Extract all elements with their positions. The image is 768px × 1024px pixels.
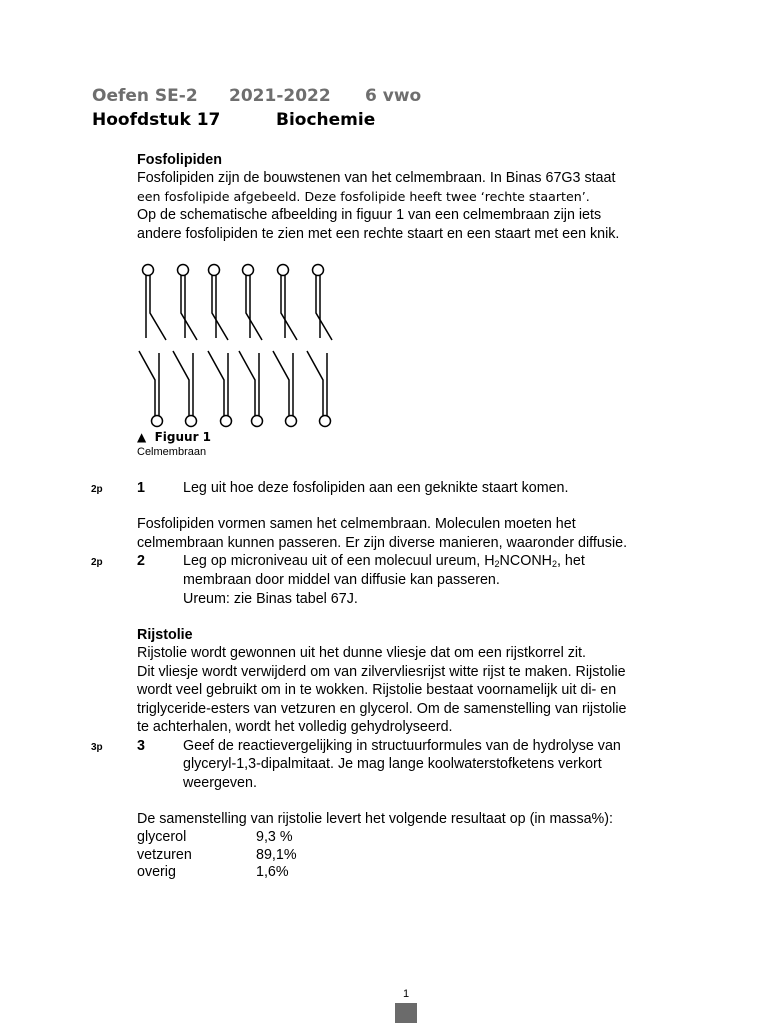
q2-line1-a: Leg op microniveau uit of een molecuul ureum, H xyxy=(183,553,495,569)
intro2-line2: celmembraan kunnen passeren. Er zijn diverse manieren, waaronder diffusie. xyxy=(137,535,628,551)
section2-line1: Rijstolie wordt gewonnen uit het dunne vliesje dat om een rijstkorrel zit. xyxy=(137,645,586,661)
phospholipid-upper-4 xyxy=(243,265,263,341)
subject-title: Biochemie xyxy=(276,110,376,130)
triangle-icon: ▲ xyxy=(137,430,147,444)
q2-line3: Ureum: zie Binas tabel 67J. xyxy=(183,591,358,607)
q3-points: 3p xyxy=(91,742,103,753)
upper-phospholipid-layer xyxy=(143,265,333,341)
phospholipid-lower-5 xyxy=(273,351,297,427)
phospholipid-lower-1 xyxy=(139,351,163,427)
header-year: 2021-2022 xyxy=(229,86,331,106)
section2-line2: Dit vliesje wordt verwijderd om van zilvervliesrijst witte rijst te maken. Rijstolie xyxy=(137,664,626,680)
phospholipid-upper-3 xyxy=(209,265,229,341)
section1-line4: andere fosfolipiden te zien met een rechte staart en een staart met een knik. xyxy=(137,226,620,242)
q2-number: 2 xyxy=(137,553,145,569)
section2-line5: te achterhalen, wordt het volledig gehydrolyseerd. xyxy=(137,719,453,735)
phospholipid-upper-1 xyxy=(143,265,167,341)
phospholipid-upper-6 xyxy=(313,265,333,341)
q3-line1: Geef de reactievergelijking in structuurformules van de hydrolyse van xyxy=(183,738,621,754)
section1-line1: Fosfolipiden zijn de bouwstenen van het celmembraan. In Binas 67G3 staat xyxy=(137,170,616,186)
section2-line3: wordt veel gebruikt om in te wokken. Rijstolie bestaat voornamelijk uit di- en xyxy=(137,682,617,698)
phospholipid-upper-5 xyxy=(278,265,298,341)
q2-line1-c: , het xyxy=(556,553,585,569)
q3-line2: glyceryl-1,3-dipalmitaat. Je mag lange koolwaterstofketens verkort xyxy=(183,756,602,772)
q1-points: 2p xyxy=(91,484,103,495)
composition-intro: De samenstelling van rijstolie levert het volgende resultaat op (in massa%): xyxy=(137,811,613,827)
phospholipid-lower-2 xyxy=(173,351,197,427)
composition-value-2: 89,1% xyxy=(256,847,297,863)
composition-name-2: vetzuren xyxy=(137,847,192,863)
section1-line2: een fosfolipide afgebeeld. Deze fosfolipide heeft twee ‘rechte staarten’. xyxy=(137,189,590,204)
q2-sub1: 2 xyxy=(494,559,500,569)
q3-number: 3 xyxy=(137,738,145,754)
lower-phospholipid-layer xyxy=(139,351,331,427)
composition-name-3: overig xyxy=(137,864,176,880)
composition-value-1: 9,3 % xyxy=(256,829,293,845)
phospholipid-lower-6 xyxy=(307,351,331,427)
composition-value-3: 1,6% xyxy=(256,864,289,880)
membrane-figure xyxy=(128,258,358,430)
chapter-title: Hoofdstuk 17 xyxy=(92,110,221,130)
figure-label xyxy=(137,430,211,444)
q3-line3: weergeven. xyxy=(183,775,257,791)
composition-name-1: glycerol xyxy=(137,829,187,845)
q2-points: 2p xyxy=(91,557,103,568)
section-title-fosfolipiden: Fosfolipiden xyxy=(137,152,222,168)
figure-caption: Celmembraan xyxy=(137,446,207,458)
header-level: 6 vwo xyxy=(365,86,422,106)
q1-number: 1 xyxy=(137,480,145,496)
section-title-rijstolie: Rijstolie xyxy=(137,627,193,643)
phospholipid-lower-3 xyxy=(208,351,232,427)
page-number: 1 xyxy=(403,988,410,1000)
q2-line1 xyxy=(183,553,585,569)
intro2-line1: Fosfolipiden vormen samen het celmembraan. Moleculen moeten het xyxy=(137,516,576,532)
figure-number: Figuur 1 xyxy=(154,430,212,444)
q2-sub2: 2 xyxy=(551,559,557,569)
q2-line2: membraan door middel van diffusie kan passeren. xyxy=(183,572,500,588)
phospholipid-upper-2 xyxy=(178,265,198,341)
section2-line4: triglyceride-esters van vetzuren en glycerol. Om de samenstelling van rijstolie xyxy=(137,701,627,717)
q2-line1-b: NCONH xyxy=(499,553,552,569)
page-marker xyxy=(395,1003,417,1023)
phospholipid-lower-4 xyxy=(239,351,263,427)
header-exam: Oefen SE-2 xyxy=(92,86,198,106)
q1-text: Leg uit hoe deze fosfolipiden aan een geknikte staart komen. xyxy=(183,480,569,496)
section1-line3: Op de schematische afbeelding in figuur 1 van een celmembraan zijn iets xyxy=(137,207,602,223)
